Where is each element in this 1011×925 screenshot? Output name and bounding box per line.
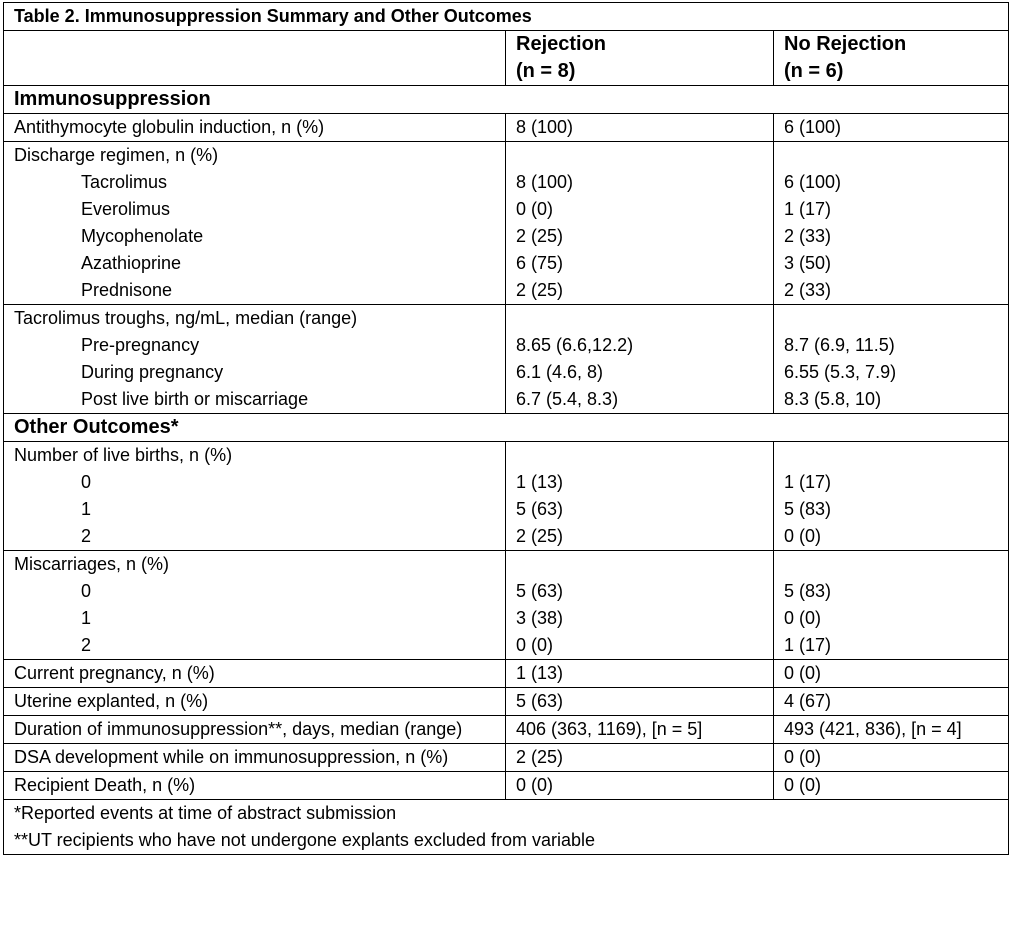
cell-rejection: 0 (0) — [516, 635, 554, 655]
table-row — [4, 688, 1009, 716]
table-row-group — [4, 305, 1009, 414]
row-label: Recipient Death, n (%) — [4, 772, 506, 800]
spacer — [516, 305, 773, 332]
sub-item-label: Everolimus — [81, 199, 171, 219]
cell-rejection: 0 (0) — [506, 772, 774, 800]
sub-item-label: 2 — [81, 635, 92, 655]
section-row — [4, 86, 1009, 114]
row-label-group — [4, 551, 506, 660]
cell-rejection: 6 (75) — [516, 253, 564, 273]
cell-rejection-group — [506, 305, 774, 414]
group-label: Number of live births, n (%) — [14, 445, 233, 465]
sub-item-label: During pregnancy — [81, 362, 224, 382]
cell-no-rejection-group — [774, 551, 1009, 660]
cell-no-rejection: 1 (17) — [784, 472, 832, 492]
cell-rejection: 5 (63) — [506, 688, 774, 716]
cell-no-rejection: 0 (0) — [774, 744, 1009, 772]
table-row-group — [4, 442, 1009, 551]
cell-no-rejection: 4 (67) — [774, 688, 1009, 716]
sub-item-label: Mycophenolate — [81, 226, 204, 246]
column-header-rejection — [506, 31, 774, 86]
table-row — [4, 114, 1009, 142]
cell-rejection-group — [506, 442, 774, 551]
sub-item-label: Tacrolimus — [81, 172, 168, 192]
header-row — [4, 31, 1009, 86]
spacer — [784, 305, 1008, 332]
sub-item-label: 0 — [81, 581, 92, 601]
cell-no-rejection: 6.55 (5.3, 7.9) — [784, 362, 897, 382]
cell-rejection: 2 (25) — [516, 226, 564, 246]
cell-no-rejection-group — [774, 442, 1009, 551]
cell-rejection: 1 (13) — [506, 660, 774, 688]
cell-rejection: 8 (100) — [516, 172, 574, 192]
spacer — [516, 442, 773, 469]
section-header-immunosuppression: Immunosuppression — [4, 86, 1009, 114]
row-label: Duration of immunosuppression**, days, median (range) — [4, 716, 506, 744]
cell-no-rejection: 6 (100) — [774, 114, 1009, 142]
cell-rejection: 2 (25) — [516, 526, 564, 546]
sub-item-label: 1 — [81, 608, 92, 628]
cell-no-rejection: 2 (33) — [784, 280, 832, 300]
cell-no-rejection: 5 (83) — [784, 581, 832, 601]
group-label: Discharge regimen, n (%) — [14, 145, 219, 165]
row-label-group — [4, 305, 506, 414]
sub-item-label: 0 — [81, 472, 92, 492]
group-label: Tacrolimus troughs, ng/mL, median (range) — [14, 308, 358, 328]
cell-no-rejection: 0 (0) — [774, 772, 1009, 800]
row-label: DSA development while on immunosuppression, n (%) — [4, 744, 506, 772]
cell-rejection: 2 (25) — [516, 280, 564, 300]
table-row — [4, 772, 1009, 800]
spacer — [516, 551, 773, 578]
sub-item-label: 1 — [81, 499, 92, 519]
edge-divider — [1008, 564, 1009, 586]
cell-rejection: 8 (100) — [506, 114, 774, 142]
cell-no-rejection: 3 (50) — [784, 253, 832, 273]
sub-item-label: Prednisone — [81, 280, 173, 300]
sub-item-label: Post live birth or miscarriage — [81, 389, 309, 409]
footnote: *Reported events at time of abstract submission — [14, 803, 397, 823]
cell-rejection: 8.65 (6.6,12.2) — [516, 335, 634, 355]
sub-item-label: 2 — [81, 526, 92, 546]
footnote-row — [4, 800, 1009, 855]
cell-rejection-group — [506, 551, 774, 660]
spacer — [784, 142, 1008, 169]
footnotes — [4, 800, 1009, 855]
cell-no-rejection: 6 (100) — [784, 172, 842, 192]
column-header-no-rejection — [774, 31, 1009, 86]
row-label: Current pregnancy, n (%) — [4, 660, 506, 688]
cell-no-rejection: 8.7 (6.9, 11.5) — [784, 335, 895, 355]
spacer — [784, 442, 1008, 469]
row-label: Antithymocyte globulin induction, n (%) — [4, 114, 506, 142]
section-header-other-outcomes: Other Outcomes* — [4, 414, 1009, 442]
header-blank — [4, 31, 506, 86]
cell-rejection: 0 (0) — [516, 199, 554, 219]
cell-rejection-group — [506, 142, 774, 305]
immunosuppression-table — [3, 2, 1009, 855]
column-header-line: No Rejection — [784, 33, 907, 55]
cell-no-rejection: 1 (17) — [784, 199, 832, 219]
table-row — [4, 716, 1009, 744]
row-label-group — [4, 442, 506, 551]
cell-rejection: 6.7 (5.4, 8.3) — [516, 389, 619, 409]
table-row — [4, 744, 1009, 772]
cell-rejection: 2 (25) — [506, 744, 774, 772]
table-row — [4, 660, 1009, 688]
section-row — [4, 414, 1009, 442]
row-label: Uterine explanted, n (%) — [4, 688, 506, 716]
cell-no-rejection: 0 (0) — [774, 660, 1009, 688]
table-row-group — [4, 551, 1009, 660]
cell-no-rejection: 2 (33) — [784, 226, 832, 246]
spacer — [784, 551, 1008, 578]
footnote: **UT recipients who have not undergone explants excluded from variable — [14, 830, 596, 850]
cell-rejection: 1 (13) — [516, 472, 564, 492]
column-header-line: Rejection — [516, 33, 607, 55]
title-row — [4, 3, 1009, 31]
cell-no-rejection-group — [774, 142, 1009, 305]
cell-rejection: 3 (38) — [516, 608, 564, 628]
cell-rejection: 5 (63) — [516, 499, 564, 519]
cell-rejection: 406 (363, 1169), [n = 5] — [506, 716, 774, 744]
group-label: Miscarriages, n (%) — [14, 554, 170, 574]
cell-rejection: 5 (63) — [516, 581, 564, 601]
cell-no-rejection: 1 (17) — [784, 635, 832, 655]
cell-no-rejection: 8.3 (5.8, 10) — [784, 389, 882, 409]
spacer — [516, 142, 773, 169]
column-header-line: (n = 6) — [784, 60, 844, 82]
row-label-group — [4, 142, 506, 305]
cell-rejection: 6.1 (4.6, 8) — [516, 362, 604, 382]
sub-item-label: Azathioprine — [81, 253, 182, 273]
cell-no-rejection: 0 (0) — [784, 526, 822, 546]
table-title: Table 2. Immunosuppression Summary and Other Outcomes — [4, 3, 1009, 31]
cell-no-rejection: 493 (421, 836), [n = 4] — [774, 716, 1009, 744]
column-header-line: (n = 8) — [516, 60, 576, 82]
cell-no-rejection-group — [774, 305, 1009, 414]
cell-no-rejection: 5 (83) — [784, 499, 832, 519]
sub-item-label: Pre-pregnancy — [81, 335, 200, 355]
cell-no-rejection: 0 (0) — [784, 608, 822, 628]
table-row-group — [4, 142, 1009, 305]
